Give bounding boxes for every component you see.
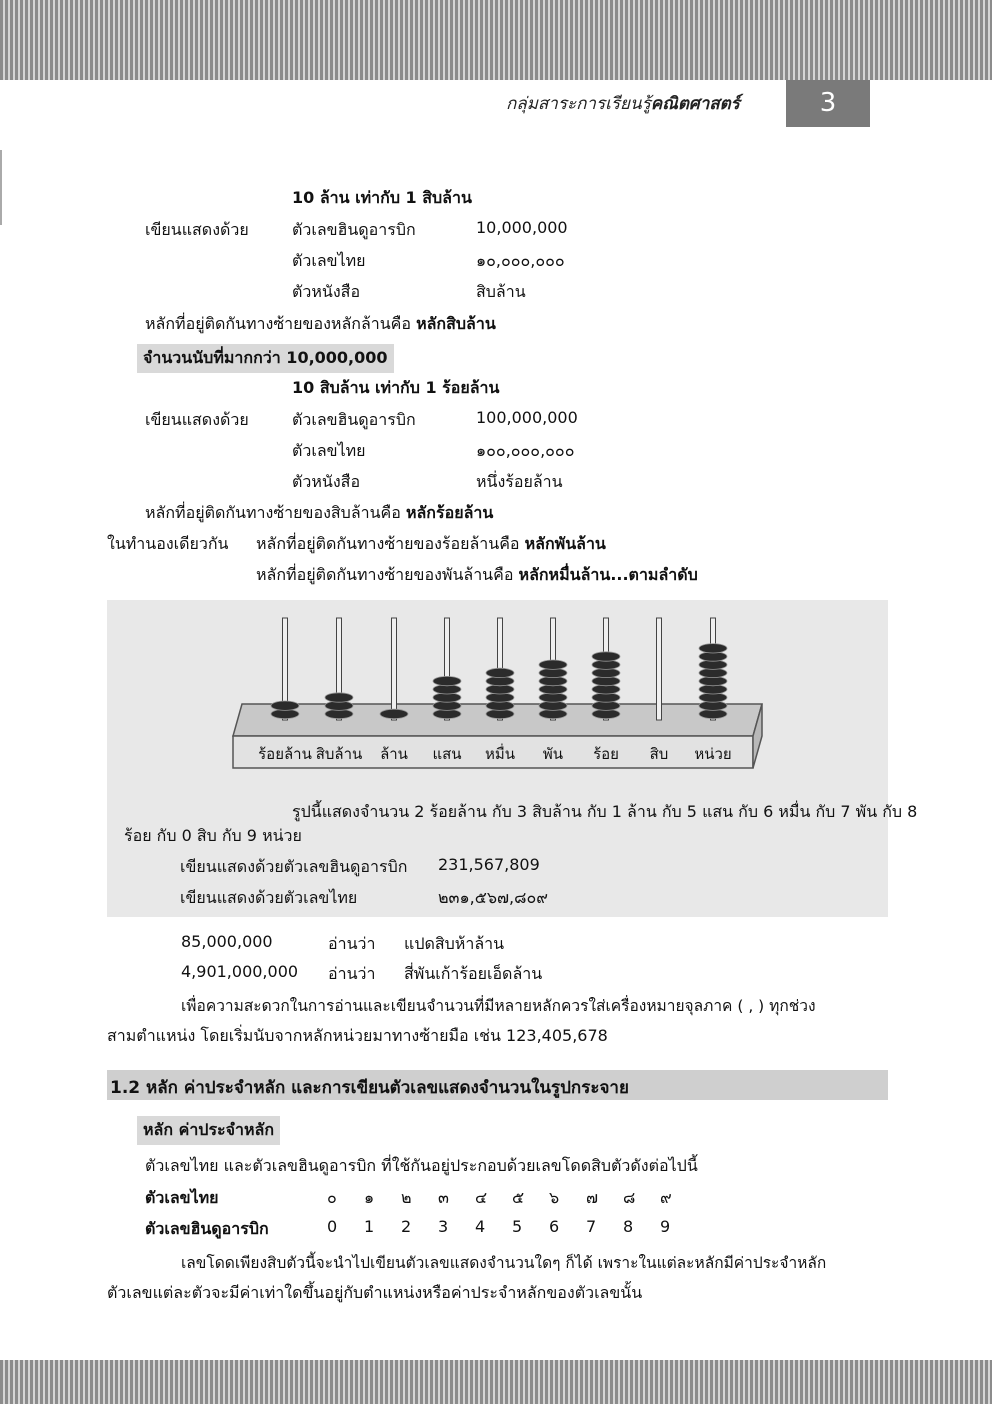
abacus-bead <box>539 660 567 669</box>
digit: 2 <box>401 1217 412 1236</box>
digit: 4 <box>475 1217 486 1236</box>
abacus-place-label: สิบล้าน <box>315 745 363 763</box>
hindu-digits-row <box>327 1217 697 1236</box>
block1-heading: 10 ล้าน เท่ากับ 1 สิบล้าน <box>292 188 472 207</box>
abacus-bead <box>592 652 620 661</box>
digit: ๐ <box>327 1188 337 1207</box>
margin-rule <box>0 150 2 225</box>
reading-reads: อ่านว่า <box>328 934 376 953</box>
digit: 3 <box>438 1217 449 1236</box>
block2-write-label: เขียนแสดงด้วย <box>145 410 249 429</box>
thai-digits-row <box>327 1186 697 1211</box>
block1-row-value: 10,000,000 <box>476 218 568 237</box>
section-intro: ตัวเลขไทย และตัวเลขฮินดูอารบิก ที่ใช้กันอยู่ประกอบด้วยเลขโดดสิบตัวดังต่อไปนี้ <box>145 1156 698 1175</box>
abacus-place-label: แสน <box>432 745 462 763</box>
abacus-illustration <box>107 600 888 780</box>
similarly-lead: ในทำนองเดียวกัน <box>107 534 229 553</box>
digit: ๒ <box>401 1188 412 1207</box>
reading-number: 85,000,000 <box>181 932 273 951</box>
block1-row-label: ตัวเลขไทย <box>292 251 366 270</box>
digit: ๙ <box>660 1188 672 1207</box>
section-title: 1.2 หลัก ค่าประจำหลัก และการเขียนตัวเลขแสดงจำนวนในรูปกระจาย <box>110 1078 629 1098</box>
block2-row-label: ตัวเลขฮินดูอารบิก <box>292 410 416 429</box>
block2-shaded-heading: จำนวนนับที่มากกว่า 10,000,000 <box>137 344 394 373</box>
reading-text: สี่พันเก้าร้อยเอ็ดล้าน <box>404 964 543 983</box>
similarly-line2: หลักที่อยู่ติดกันทางซ้ายของพันล้านคือ หลักหมื่นล้าน...ตามลำดับ <box>256 565 698 584</box>
digit: ๕ <box>512 1188 525 1207</box>
reading-reads: อ่านว่า <box>328 964 376 983</box>
abacus-bead <box>433 676 461 685</box>
closing-line2: ตัวเลขแต่ละตัวจะมีค่าเท่าใดขึ้นอยู่กับตำแหน่งหรือค่าประจำหลักของตัวเลขนั้น <box>107 1283 643 1302</box>
digit: ๔ <box>475 1188 488 1207</box>
abacus-place-label: ล้าน <box>380 745 408 763</box>
digit: ๗ <box>586 1188 599 1207</box>
digit: 6 <box>549 1217 560 1236</box>
footer-stripe <box>0 1360 992 1404</box>
block1-note: หลักที่อยู่ติดกันทางซ้ายของหลักล้านคือ หลักสิบล้าน <box>145 314 496 333</box>
closing-line1: เลขโดดเพียงสิบตัวนี้จะนำไปเขียนตัวเลขแสดงจำนวนใดๆ ก็ได้ เพราะในแต่ละหลักมีค่าประจำหลัก <box>181 1254 827 1272</box>
reading-text: แปดสิบห้าล้าน <box>404 934 505 953</box>
block1-row-label: ตัวหนังสือ <box>292 282 361 301</box>
digit: 5 <box>512 1217 523 1236</box>
digit: 9 <box>660 1217 671 1236</box>
abacus-bead <box>486 668 514 677</box>
abacus-hindu-label: เขียนแสดงด้วยตัวเลขฮินดูอารบิก <box>180 857 408 876</box>
block1-row-value: ๑๐,๐๐๐,๐๐๐ <box>476 251 565 270</box>
thai-digits-label: ตัวเลขไทย <box>145 1188 219 1207</box>
abacus-bead <box>271 701 299 710</box>
digit: 0 <box>327 1217 338 1236</box>
header-stripe <box>0 0 992 80</box>
comma-paragraph-line1: เพื่อความสะดวกในการอ่านและเขียนจำนวนที่มีหลายหลักควรใส่เครื่องหมายจุลภาค ( , ) ทุกช่วง <box>181 997 816 1015</box>
block2-heading: 10 สิบล้าน เท่ากับ 1 ร้อยล้าน <box>292 378 500 397</box>
digit: ๓ <box>438 1188 449 1207</box>
digit: 1 <box>364 1217 375 1236</box>
digit: ๖ <box>549 1188 560 1207</box>
abacus-hindu-value: 231,567,809 <box>438 855 540 874</box>
reading-number: 4,901,000,000 <box>181 962 299 981</box>
digit: 8 <box>623 1217 634 1236</box>
block2-row-value: หนึ่งร้อยล้าน <box>476 472 563 491</box>
abacus-rod <box>392 618 397 720</box>
section-subheading: หลัก ค่าประจำหลัก <box>137 1116 280 1145</box>
block2-row-label: ตัวเลขไทย <box>292 441 366 460</box>
abacus-place-label: พัน <box>542 745 564 763</box>
similarly-line1: หลักที่อยู่ติดกันทางซ้ายของร้อยล้านคือ หลักพันล้าน <box>256 534 606 553</box>
comma-paragraph-line2: สามตำแหน่ง โดยเริ่มนับจากหลักหน่วยมาทางซ้ายมือ เช่น 123,405,678 <box>107 1026 608 1045</box>
abacus-rod <box>657 618 662 720</box>
digit: ๑ <box>364 1188 375 1207</box>
hindu-digits-label: ตัวเลขฮินดูอารบิก <box>145 1219 269 1238</box>
abacus-place-label: ร้อยล้าน <box>258 745 312 763</box>
digit: 7 <box>586 1217 597 1236</box>
page-number: 3 <box>786 80 870 127</box>
abacus-figure-panel <box>107 600 918 917</box>
block1-row-value: สิบล้าน <box>476 282 526 301</box>
abacus-caption-line1: รูปนี้แสดงจำนวน 2 ร้อยล้าน กับ 3 สิบล้าน กับ 1 ล้าน กับ 5 แสน กับ 6 หมื่น กับ 7 พัน กับ 8 <box>292 802 918 821</box>
abacus-bead <box>325 693 353 702</box>
block1-write-label: เขียนแสดงด้วย <box>145 220 249 239</box>
abacus-thai-label: เขียนแสดงด้วยตัวเลขไทย <box>180 888 358 907</box>
block1-row-label: ตัวเลขฮินดูอารบิก <box>292 220 416 239</box>
block2-row-value: ๑๐๐,๐๐๐,๐๐๐ <box>476 441 575 460</box>
abacus-place-label: ร้อย <box>593 745 619 763</box>
block2-note: หลักที่อยู่ติดกันทางซ้ายของสิบล้านคือ หลักร้อยล้าน <box>145 503 494 522</box>
block2-row-value: 100,000,000 <box>476 408 578 427</box>
block2-row-label: ตัวหนังสือ <box>292 472 361 491</box>
abacus-thai-value: ๒๓๑,๕๖๗,๘๐๙ <box>438 888 548 907</box>
abacus-bead <box>380 709 408 718</box>
abacus-place-label: หน่วย <box>694 745 732 763</box>
abacus-place-label: หมื่น <box>484 745 516 763</box>
digit: ๘ <box>623 1188 636 1207</box>
abacus-caption-line2: ร้อย กับ 0 สิบ กับ 9 หน่วย <box>124 826 302 845</box>
running-header: กลุ่มสาระการเรียนรู้คณิตศาสตร์ <box>506 94 740 114</box>
abacus-place-label: สิบ <box>649 745 669 763</box>
abacus-bead <box>699 644 727 653</box>
